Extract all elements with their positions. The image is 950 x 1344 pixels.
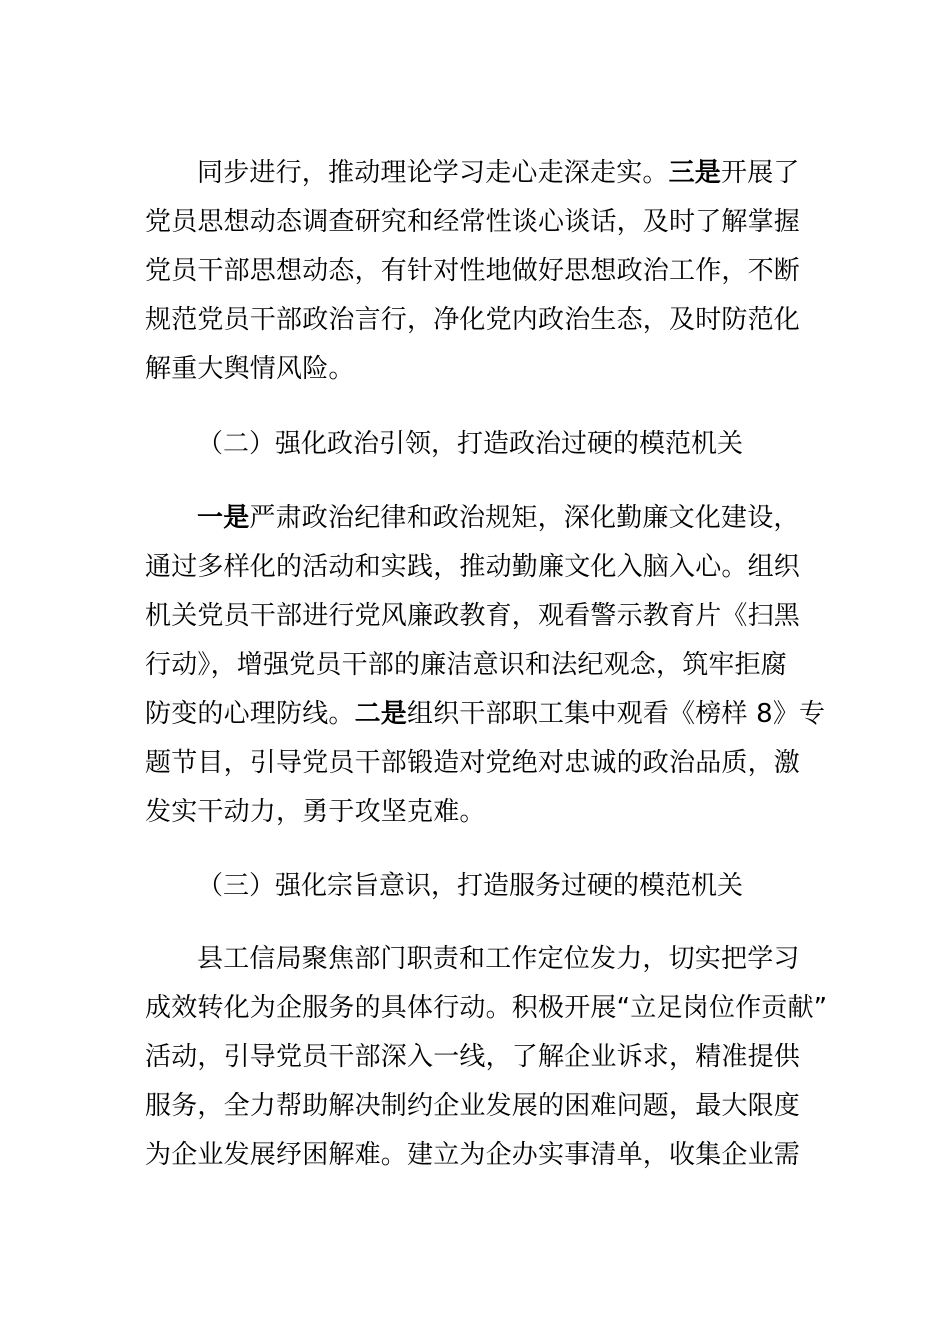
section-heading-3: （三）强化宗旨意识，打造服务过硬的模范机关 bbox=[197, 871, 744, 901]
bold-marker: 二是 bbox=[354, 699, 408, 729]
paragraph-3-line-4: 服务，全力帮助解决制约企业发展的困难问题，最大限度 bbox=[145, 1091, 801, 1121]
bold-marker: 三是 bbox=[668, 158, 722, 188]
paragraph-3-line-2: 成效转化为企服务的具体行动。积极开展“立足岗位作贡献” bbox=[145, 993, 828, 1023]
paragraph-2-line-6: 题节目，引导党员干部锻造对党绝对忠诚的政治品质，激 bbox=[145, 748, 801, 778]
paragraph-1-line-2: 党员思想动态调查研究和经常性谈心谈话，及时了解掌握 bbox=[145, 207, 801, 237]
paragraph-2-line-5 bbox=[145, 690, 826, 739]
text-run: 严肃政治纪律和政治规矩，深化勤廉文化建设， bbox=[249, 503, 800, 533]
paragraph-3 bbox=[145, 935, 828, 1180]
text-run: 组织干部职工集中观看《榜样 8》专 bbox=[407, 699, 826, 729]
section-heading-2: （二）强化政治引领，打造政治过硬的模范机关 bbox=[197, 429, 744, 459]
bold-marker: 一是 bbox=[197, 503, 250, 533]
paragraph-1-line-1 bbox=[145, 149, 805, 198]
paragraph-2-line-4: 行动》，增强党员干部的廉洁意识和法纪观念，筑牢拒腐 bbox=[145, 650, 788, 680]
text-run: 开展了 bbox=[721, 158, 800, 188]
text-run: 同步进行，推动理论学习走心走深走实。 bbox=[197, 158, 669, 188]
paragraph-2-line-1 bbox=[145, 494, 805, 543]
paragraph-3-line-1: 县工信局聚焦部门职责和工作定位发力，切实把学习 bbox=[197, 944, 800, 974]
paragraph-3-line-5: 为企业发展纾困解难。建立为企办实事清单，收集企业需 bbox=[145, 1140, 801, 1170]
paragraph-2-line-3: 机关党员干部进行党风廉政教育，观看警示教育片《扫黑 bbox=[145, 601, 801, 631]
paragraph-1-line-4: 规范党员干部政治言行，净化党内政治生态，及时防范化 bbox=[145, 305, 801, 335]
paragraph-1-line-5: 解重大舆情风险。 bbox=[145, 354, 355, 384]
text-run: 防变的心理防线。 bbox=[145, 699, 355, 729]
paragraph-1 bbox=[145, 149, 805, 394]
paragraph-3-line-3: 活动，引导党员干部深入一线，了解企业诉求，精准提供 bbox=[145, 1042, 801, 1072]
paragraph-2-line-7: 发实干动力，勇于攻坚克难。 bbox=[145, 797, 486, 827]
paragraph-2 bbox=[145, 494, 826, 837]
paragraph-2-line-2: 通过多样化的活动和实践，推动勤廉文化入脑入心。组织 bbox=[145, 552, 801, 582]
paragraph-1-line-3: 党员干部思想动态，有针对性地做好思想政治工作，不断 bbox=[145, 256, 801, 286]
